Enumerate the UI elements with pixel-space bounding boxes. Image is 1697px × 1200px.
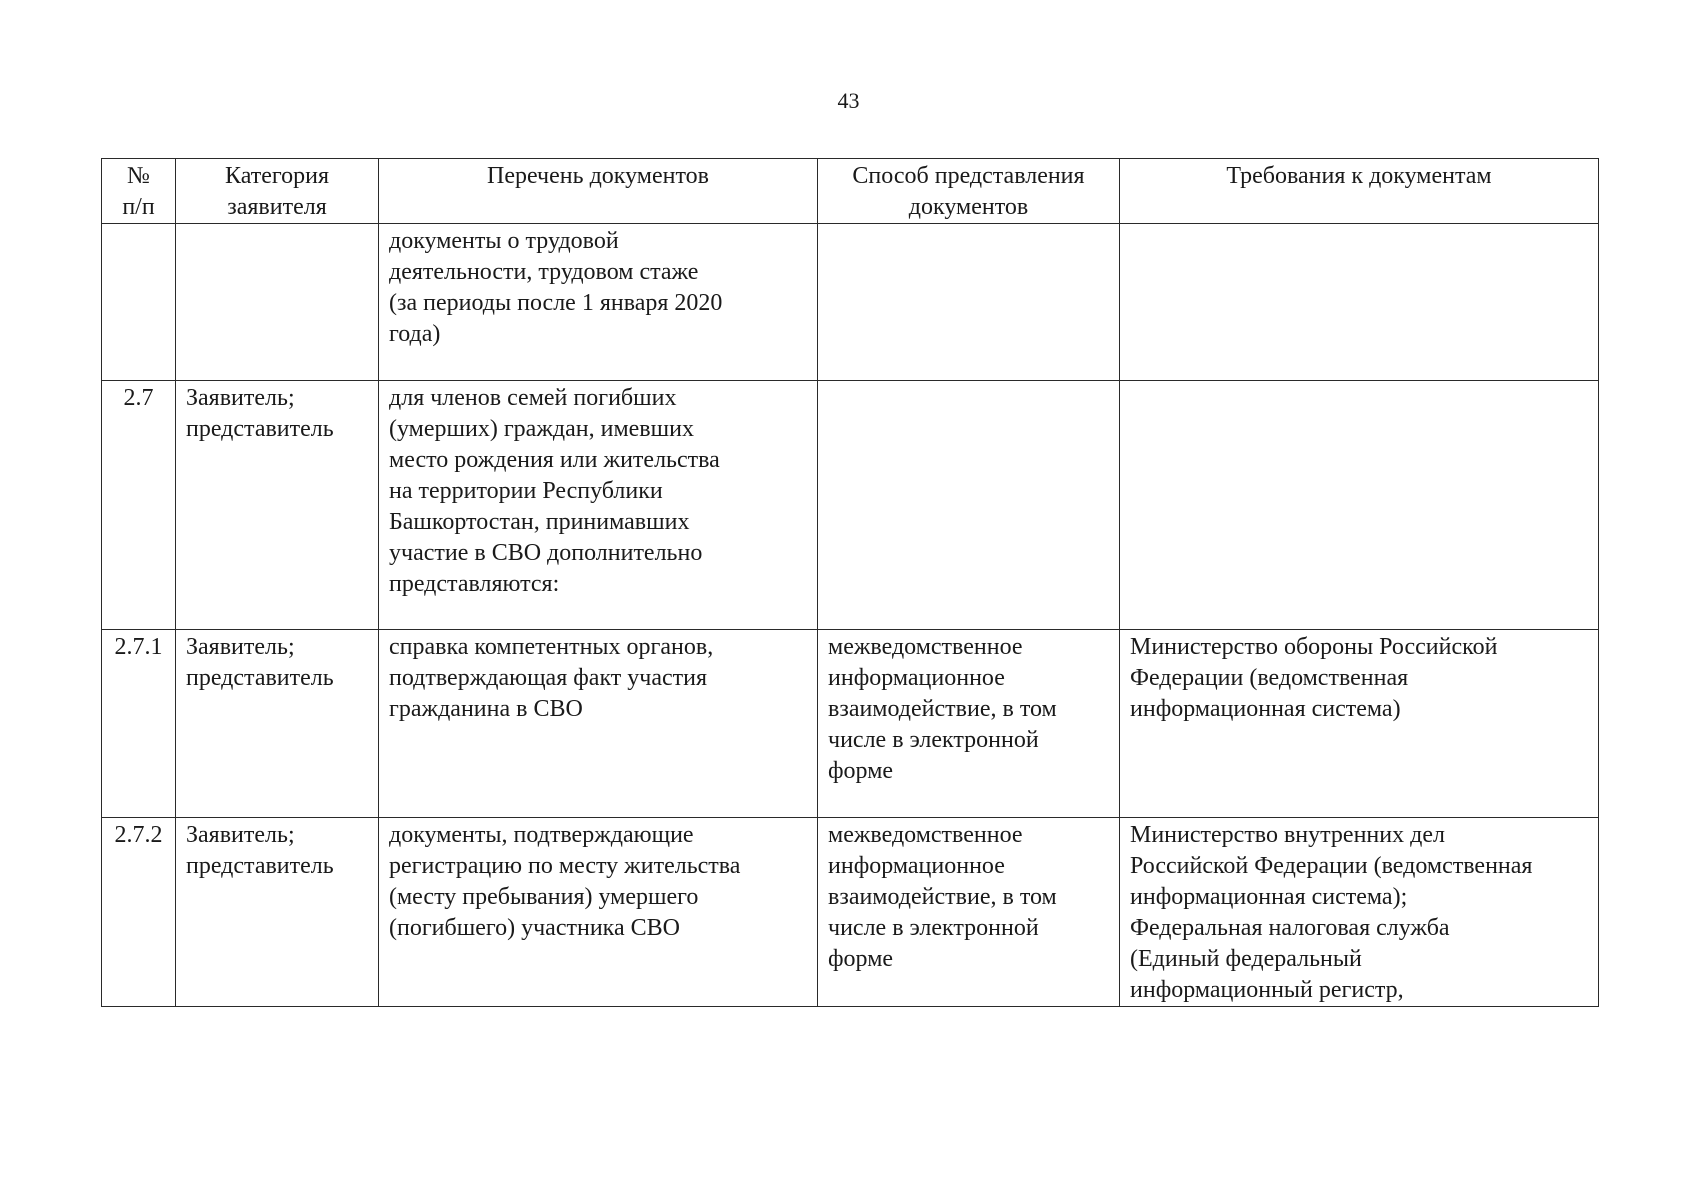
cell-method: межведомственное информационное взаимодействие, в том числе в электронной форме — [818, 818, 1120, 1007]
header-category: Категория заявителя — [176, 159, 379, 224]
table-row — [102, 630, 1599, 818]
cell-documents: справка компетентных органов, подтверждающая факт участия гражданина в СВО — [379, 630, 818, 818]
cell-documents: документы, подтверждающие регистрацию по месту жительства (месту пребывания) умершего (погибшего) участника СВО — [379, 818, 818, 1007]
cell-method — [818, 381, 1120, 630]
table-row — [102, 381, 1599, 630]
cell-requirements — [1120, 224, 1599, 381]
page-number: 43 — [837, 88, 860, 113]
cell-category: Заявитель; представитель — [176, 818, 379, 1007]
table-row — [102, 224, 1599, 381]
cell-num: 2.7.2 — [102, 818, 176, 1007]
cell-requirements — [1120, 381, 1599, 630]
cell-num: 2.7 — [102, 381, 176, 630]
header-method: Способ представления документов — [818, 159, 1120, 224]
table-row — [102, 818, 1599, 1007]
cell-documents: документы о трудовой деятельности, трудовом стаже (за периоды после 1 января 2020 года) — [379, 224, 818, 381]
cell-requirements: Министерство обороны Российской Федерации (ведомственная информационная система) — [1120, 630, 1599, 818]
cell-method — [818, 224, 1120, 381]
cell-category — [176, 224, 379, 381]
header-documents: Перечень документов — [379, 159, 818, 224]
cell-category: Заявитель; представитель — [176, 630, 379, 818]
header-num: № п/п — [102, 159, 176, 224]
cell-num: 2.7.1 — [102, 630, 176, 818]
table-header-row — [102, 159, 1599, 224]
cell-num — [102, 224, 176, 381]
documents-table — [101, 158, 1599, 1007]
header-requirements: Требования к документам — [1120, 159, 1599, 224]
cell-documents: для членов семей погибших (умерших) граждан, имевших место рождения или жительства на территории Республики Башкортостан, принимавших участие в СВО дополнительно представляются: — [379, 381, 818, 630]
cell-method: межведомственное информационное взаимодействие, в том числе в электронной форме — [818, 630, 1120, 818]
cell-requirements: Министерство внутренних дел Российской Федерации (ведомственная информационная система); Федеральная налоговая служба (Единый федеральный информационный регистр, — [1120, 818, 1599, 1007]
cell-category: Заявитель; представитель — [176, 381, 379, 630]
